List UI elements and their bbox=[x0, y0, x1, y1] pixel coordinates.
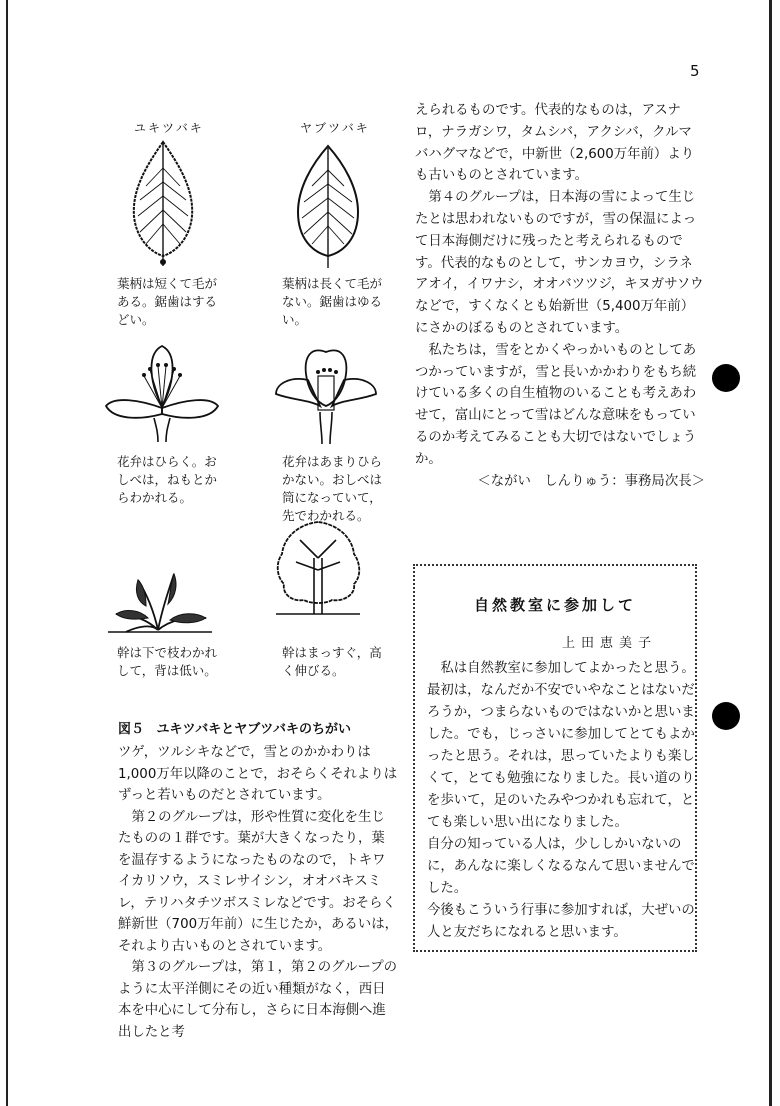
figure-number: 図５ bbox=[118, 722, 145, 737]
flower-caption-yabutsubaki: 花弁はあまりひら かない。おしべは 筒になっていて， 先でわかれる。 bbox=[282, 454, 383, 523]
yabutsubaki-leaf-illustration bbox=[292, 142, 364, 272]
page-number: 5 bbox=[690, 62, 700, 80]
paragraph: 第２のグループは，形や性質に変化を生じたものの１群です。葉が大きくなったり，葉を温存するようになったものなので，トキワイカリソウ，スミレサイシン，オオバキスミレ，テリハタチツボスミレなどです。おそらく鮮新世（700万年前）に生じたか，あるいは，それより古いものとされています。 bbox=[118, 809, 398, 954]
paragraph: 第３のグループは，第１，第２のグループのように太平洋側にその近い種類がなく，西日本を中心にして分布し，さらに日本海側へ進出したと考 bbox=[118, 960, 398, 1040]
essay-body bbox=[427, 658, 697, 944]
article-author: ＜ながい しんりゅう：事務局次長＞ bbox=[477, 473, 705, 489]
trunk-caption-yukitsubaki: 幹は下で枝わかれ して，背は低い。 bbox=[117, 645, 218, 678]
figure-caption bbox=[118, 718, 351, 737]
binder-hole-bottom bbox=[712, 702, 740, 730]
essay-author: 上田恵美子 bbox=[561, 636, 657, 651]
paragraph: 今後もこういう行事に参加すれば，大ぜいの人と友だちになれると思います。 bbox=[427, 903, 695, 940]
figure-caption-text: ユキツバキとヤブツバキのちがい bbox=[156, 722, 352, 737]
paragraph: 自分の知っている人は，少ししかいないのに，あんなに楽しくなるなんて思いませんでした。 bbox=[427, 837, 695, 896]
paragraph: 私は自然教室に参加してよかったと思う。 bbox=[440, 661, 695, 676]
figure-label-yabutsubaki: ヤブツバキ bbox=[300, 121, 370, 135]
yukitsubaki-shrub-illustration bbox=[108, 566, 212, 638]
yukitsubaki-leaf-illustration bbox=[128, 138, 198, 270]
paragraph: ツゲ，ツルシキなどで，雪とのかかわりは1,000万年以降のことで，おそらくそれよりはずっと若いものだとされています。 bbox=[118, 745, 398, 803]
yukitsubaki-flower-illustration bbox=[100, 340, 224, 450]
yabutsubaki-tree-illustration bbox=[270, 518, 366, 618]
essay-box bbox=[413, 564, 697, 952]
paragraph: 最初は，なんだか不安でいやなことはないだろうか，つまらないものではないかと思いました。でも，じっさいに参加してとてもよかったと思う。それは，思っていたよりも楽しくて，とても勉強になりました。長い道のりを歩いて，足のいたみやつかれも忘れて，とても楽しい思い出になりました。 bbox=[427, 683, 695, 830]
yabutsubaki-flower-illustration bbox=[270, 340, 382, 452]
flower-caption-yukitsubaki: 花弁はひらく。お しべは，ねもとか らわかれる。 bbox=[117, 454, 218, 505]
trunk-caption-yabutsubaki: 幹はまっすぐ，高 く伸びる。 bbox=[282, 645, 382, 678]
right-column-text bbox=[415, 100, 705, 492]
page-edge-right bbox=[769, 0, 772, 1106]
leaf-caption-yabutsubaki: 葉柄は長くて毛が ない。鋸歯はゆる い。 bbox=[282, 276, 383, 327]
figure-label-yukitsubaki: ユキツバキ bbox=[134, 121, 204, 135]
paragraph: えられるものです。代表的なものは，アスナロ，ナラガシワ，タムシバ，アクシバ，クルマバハグマなどで，中新世（2,600万年前）よりも古いものとされています。 bbox=[415, 103, 695, 184]
paragraph: 第４のグループは，日本海の雪によって生じたとは思われないものですが，雪の保温によって日本海側だけに残ったと考えられるものです。代表的なものとして，サンカヨウ，シラネアオイ，イワナシ，オオバツツジ，キヌガサソウなどで，すくなくとも始新世（5,400万年前）にさかのぼるものとされています。 bbox=[415, 190, 704, 336]
page-edge-left bbox=[6, 0, 8, 1106]
essay-title: 自然教室に参加して bbox=[473, 596, 636, 614]
leaf-caption-yukitsubaki: 葉柄は短くて毛が ある。鋸歯はする どい。 bbox=[117, 276, 218, 327]
paragraph: 私たちは，雪をとかくやっかいものとしてあつかっていますが，雪と長いかかわりをもち続けている多くの自生植物のいることも考えあわせて，富山にとって雪はどんな意味をもっているのか考えてみることも大切ではないでしょうか。 bbox=[415, 342, 697, 467]
left-column-text bbox=[118, 742, 398, 1043]
binder-hole-top bbox=[712, 364, 740, 392]
